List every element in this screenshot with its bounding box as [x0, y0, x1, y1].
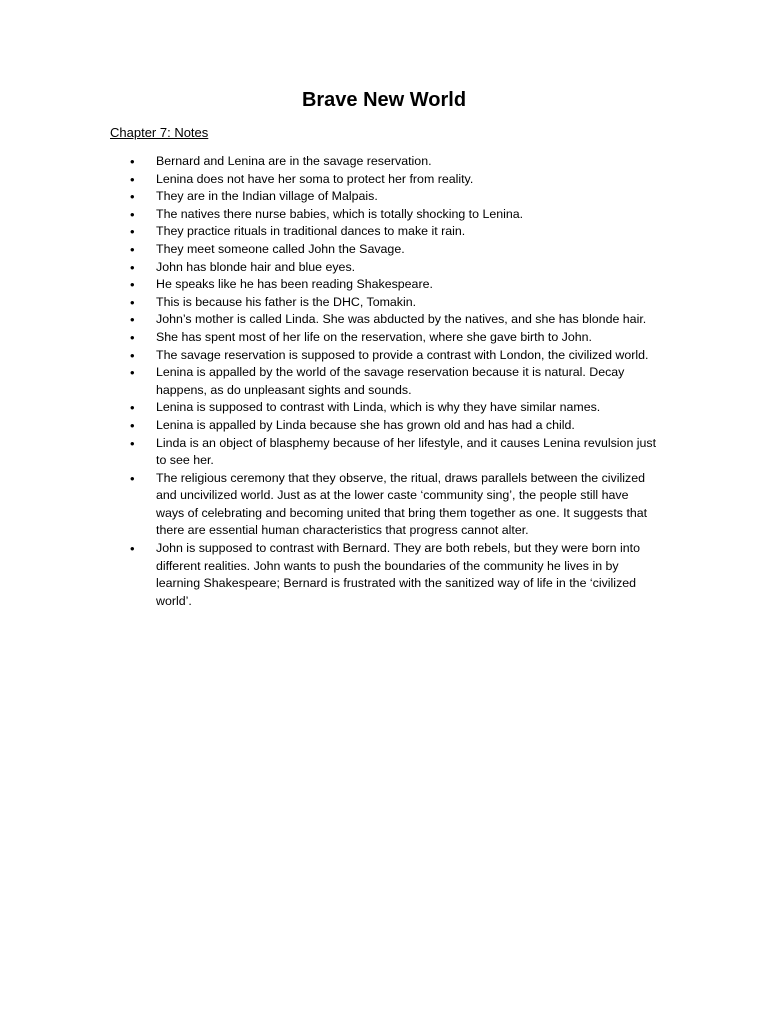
- bullet-icon: •: [130, 189, 135, 205]
- bullet-icon: •: [130, 541, 135, 557]
- list-item-text: She has spent most of her life on the reservation, where she gave birth to John.: [156, 329, 592, 344]
- bullet-icon: •: [130, 417, 135, 433]
- notes-list: [110, 153, 660, 610]
- bullet-icon: •: [130, 347, 135, 363]
- list-item-text: They meet someone called John the Savage.: [156, 241, 405, 256]
- list-item: [110, 171, 660, 189]
- list-item: [110, 223, 660, 241]
- bullet-icon: •: [130, 154, 135, 169]
- list-item-text: Lenina is appalled by the world of the savage reservation because it is natural. Decay happens, as do unpleasant sights and sounds.: [156, 365, 625, 397]
- list-item: [110, 206, 660, 224]
- list-item-text: Bernard and Lenina are in the savage reservation.: [156, 154, 432, 168]
- section-heading: Chapter 7: Notes: [110, 125, 209, 140]
- list-item-text: They are in the Indian village of Malpais.: [156, 189, 378, 204]
- bullet-icon: •: [130, 470, 135, 486]
- list-item-text: The savage reservation is supposed to provide a contrast with London, the civilized world.: [156, 347, 649, 362]
- document-title: Brave New World: [301, 89, 467, 111]
- list-item: [110, 241, 660, 259]
- list-item-text: Lenina is appalled by Linda because she has grown old and has had a child.: [156, 417, 575, 432]
- bullet-icon: •: [130, 206, 135, 222]
- bullet-icon: •: [130, 312, 135, 328]
- list-item-text: John has blonde hair and blue eyes.: [156, 259, 356, 274]
- list-item-text: This is because his father is the DHC, Tomakin.: [156, 294, 417, 309]
- bullet-icon: •: [130, 400, 135, 416]
- list-item: [110, 399, 660, 417]
- list-item-text: The natives there nurse babies, which is totally shocking to Lenina.: [156, 206, 524, 221]
- list-item: [110, 276, 660, 294]
- list-item: [110, 294, 660, 312]
- bullet-icon: •: [130, 259, 135, 275]
- list-item-text: John is supposed to contrast with Bernard. They are both rebels, but they were born into different realities. John wants to push the boundaries of the community he lives in by learning Shakespeare; Bernard is frustrated with the sanitized way of life in the ‘civilized world’.: [156, 541, 640, 608]
- list-item-text: Linda is an object of blasphemy because of her lifestyle, and it causes Lenina revulsion just to see her.: [156, 435, 657, 468]
- list-item: [110, 435, 660, 470]
- list-item: [110, 329, 660, 347]
- list-item-text: He speaks like he has been reading Shakespeare.: [156, 277, 433, 292]
- bullet-icon: •: [130, 329, 135, 345]
- bullet-icon: •: [130, 294, 135, 310]
- list-item: [110, 188, 660, 206]
- list-item-text: Lenina is supposed to contrast with Linda, which is why they have similar names.: [156, 400, 601, 415]
- list-item: [110, 259, 660, 277]
- bullet-icon: •: [130, 241, 135, 257]
- list-item: [110, 540, 660, 610]
- list-item: [110, 470, 660, 540]
- list-item: [110, 417, 660, 435]
- list-item-text: The religious ceremony that they observe, the ritual, draws parallels between the civilized and uncivilized world. Just as at the lower caste ‘community sing’, the people still have ways of celebrating and becoming united that bring them together as one. It suggests that there are essential human characteristics that progress cannot alter.: [156, 470, 648, 538]
- list-item-text: John’s mother is called Linda. She was abducted by the natives, and she has blonde hair.: [156, 312, 647, 327]
- bullet-icon: •: [130, 277, 135, 293]
- list-item: [110, 153, 660, 171]
- list-item: [110, 364, 660, 399]
- bullet-icon: •: [130, 435, 135, 451]
- bullet-icon: •: [130, 171, 135, 187]
- bullet-icon: •: [130, 224, 135, 240]
- list-item: [110, 347, 660, 365]
- bullet-icon: •: [130, 365, 135, 381]
- list-item: [110, 311, 660, 329]
- list-item-text: Lenina does not have her soma to protect her from reality.: [156, 171, 474, 186]
- list-item-text: They practice rituals in traditional dances to make it rain.: [156, 224, 466, 239]
